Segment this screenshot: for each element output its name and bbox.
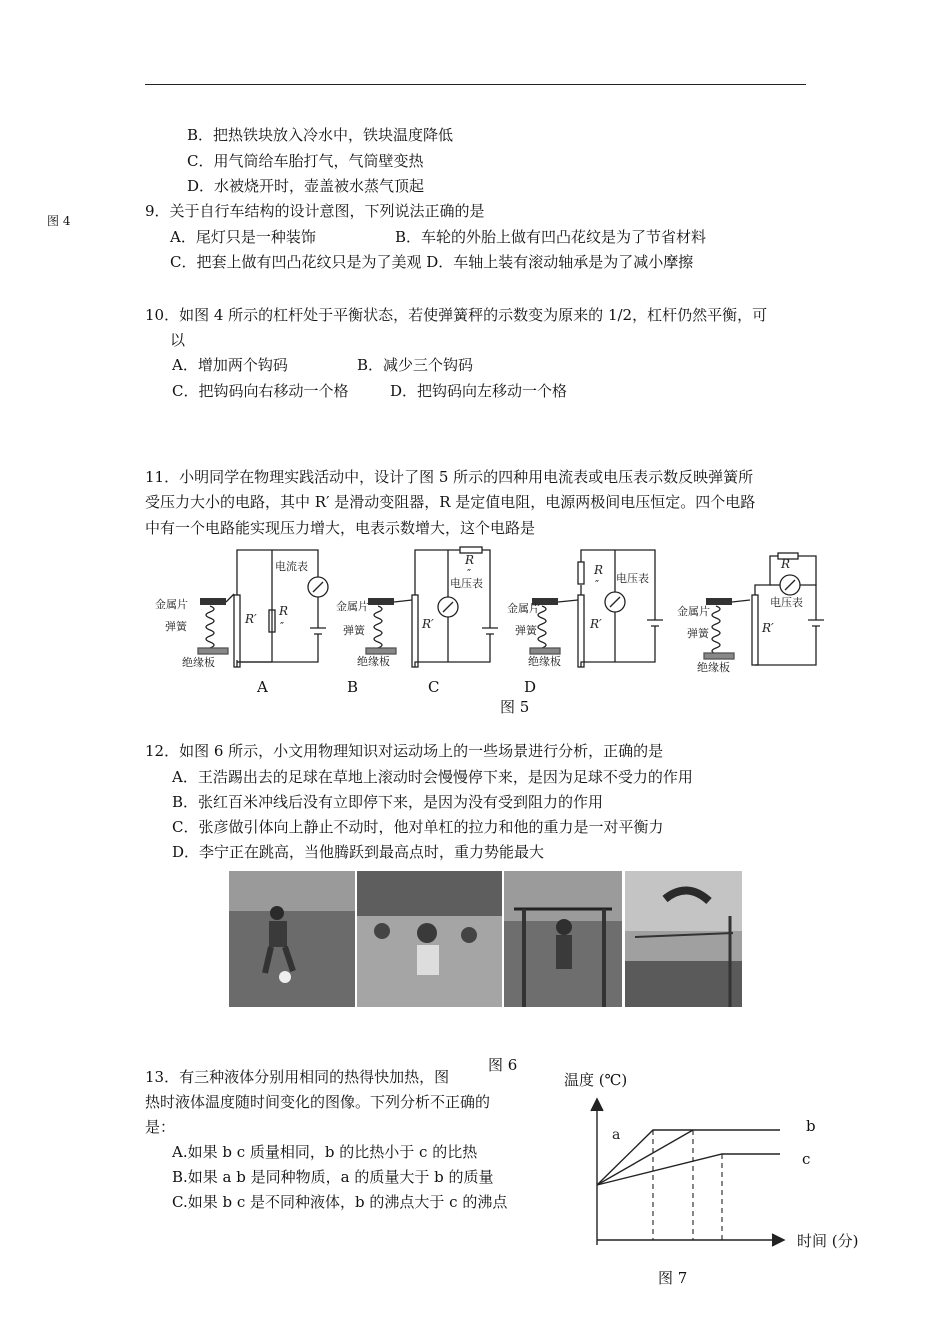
fig7-x-label: 时间 (分) — [797, 1232, 859, 1250]
fig5-d-metal: 金属片 — [677, 605, 710, 618]
fig5-c-spring: 弹簧 — [515, 624, 537, 637]
fig5-b-rdq: ″ — [467, 567, 472, 580]
fig5-a-rprime: R′ — [245, 612, 257, 626]
fig5-c-rprime: R′ — [590, 617, 602, 631]
fig7-label-c: c — [802, 1150, 811, 1168]
fig5-label-a: A — [257, 678, 268, 696]
fig6-caption: 图 6 — [488, 1056, 518, 1074]
fig5-d-meter: 电压表 — [770, 596, 803, 609]
photo-sprint — [357, 871, 502, 1007]
q8-option-d: D．水被烧开时，壶盖被水蒸气顶起 — [187, 177, 425, 195]
q11-line-2: 受压力大小的电路，其中 R′ 是滑动变阻器，R 是定值电阻，电源两极间电压恒定。四个电路 — [145, 493, 756, 511]
photo-highjump — [625, 871, 742, 1007]
q13-option-a: A.如果 b c 质量相同，b 的比热小于 c 的比热 — [172, 1143, 478, 1161]
q13-option-b: B.如果 a b 是同种物质，a 的质量大于 b 的质量 — [172, 1168, 494, 1186]
q9-option-a: A．尾灯只是一种装饰 — [170, 228, 316, 246]
fig7-label-b: b — [806, 1117, 816, 1135]
q10-option-b: B．减少三个钩码 — [357, 356, 474, 374]
q10-option-a: A．增加两个钩码 — [172, 356, 288, 374]
fig4-label: 图 4 — [47, 214, 71, 228]
fig5-b-r: R — [465, 553, 475, 567]
fig5-circuits — [150, 540, 840, 715]
fig5-b-spring: 弹簧 — [343, 624, 365, 637]
fig5-a-r: R — [279, 604, 289, 618]
fig7-curve-a — [597, 1130, 780, 1185]
q10-stem-1: 10．如图 4 所示的杠杆处于平衡状态，若使弹簧秤的示数变为原来的 1/2，杠杆仍然平衡，可 — [145, 306, 768, 324]
q12-option-d: D．李宁正在跳高，当他腾跃到最高点时，重力势能最大 — [172, 843, 545, 861]
fig5-b-insulator: 绝缘板 — [357, 655, 390, 668]
fig5-d-spring: 弹簧 — [687, 627, 709, 640]
q8-option-b: B．把热铁块放入冷水中，铁块温度降低 — [187, 126, 454, 144]
q12-option-c: C．张彦做引体向上静止不动时，他对单杠的拉力和他的重力是一对平衡力 — [172, 818, 664, 836]
q10-option-c: C．把钩码向右移动一个格 — [172, 382, 349, 400]
fig5-a-meter: 电流表 — [275, 560, 308, 573]
q10-stem-2: 以 — [170, 331, 186, 349]
fig5-d-rprime: R′ — [762, 621, 774, 635]
fig5-c-r: R — [594, 563, 604, 577]
fig5-a-insulator: 绝缘板 — [182, 656, 215, 669]
fig5-caption: 图 5 — [500, 698, 530, 716]
fig5-a-spring: 弹簧 — [165, 620, 187, 633]
photo-pullup — [504, 871, 622, 1007]
q10-option-d: D．把钩码向左移动一个格 — [390, 382, 568, 400]
fig5-a-rdq: ″ — [280, 620, 285, 633]
fig5-c-metal: 金属片 — [507, 602, 540, 615]
fig5-b-metal: 金属片 — [336, 600, 369, 613]
fig5-a-metal: 金属片 — [155, 598, 188, 611]
fig7-label-a: a — [612, 1127, 621, 1143]
q13-line-1: 13．有三种液体分别用相同的热得快加热，图 — [145, 1068, 450, 1086]
q11-line-3: 中有一个电路能实现压力增大，电表示数增大，这个电路是 — [145, 519, 536, 537]
q12-stem: 12．如图 6 所示，小文用物理知识对运动场上的一些场景进行分析，正确的是 — [145, 742, 664, 760]
q12-option-b: B．张红百米冲线后没有立即停下来，是因为没有受到阻力的作用 — [172, 793, 604, 811]
photo-soccer — [229, 871, 355, 1007]
q13-line-2: 热时液体温度随时间变化的图像。下列分析不正确的 — [145, 1093, 491, 1111]
fig5-label-b: B — [347, 678, 359, 696]
fig7-graph — [580, 1095, 790, 1255]
fig5-d-insulator: 绝缘板 — [697, 661, 730, 674]
header-rule — [145, 84, 806, 85]
fig5-c-meter: 电压表 — [616, 572, 649, 585]
fig7-y-arrow — [591, 1099, 603, 1111]
fig5-c-rdq: ″ — [595, 578, 600, 591]
q9-stem: 9．关于自行车结构的设计意图，下列说法正确的是 — [145, 202, 485, 220]
fig5-d-r: R — [781, 557, 791, 571]
q8-option-c: C．用气筒给车胎打气，气筒壁变热 — [187, 152, 424, 170]
q11-line-1: 11．小明同学在物理实践活动中，设计了图 5 所示的四种用电流表或电压表示数反映弹簧所 — [145, 468, 754, 486]
q9-option-cd: C．把套上做有凹凸花纹只是为了美观 D．车轴上装有滚动轴承是为了减小摩擦 — [170, 253, 694, 271]
q13-option-c: C.如果 b c 是不同种液体，b 的沸点大于 c 的沸点 — [172, 1193, 508, 1211]
fig7-y-label: 温度 (℃) — [564, 1071, 628, 1089]
fig7-x-arrow — [772, 1234, 784, 1246]
q13-line-3: 是： — [145, 1118, 176, 1136]
q12-option-a: A．王浩踢出去的足球在草地上滚动时会慢慢停下来，是因为足球不受力的作用 — [172, 768, 693, 786]
fig7-caption: 图 7 — [658, 1269, 688, 1287]
fig5-label-c: C — [428, 678, 440, 696]
fig5-b-meter: 电压表 — [450, 577, 483, 590]
fig5-b-rprime: R′ — [422, 617, 434, 631]
q9-option-b: B．车轮的外胎上做有凹凸花纹是为了节省材料 — [395, 228, 707, 246]
fig5-label-d: D — [524, 678, 537, 696]
fig5-c-insulator: 绝缘板 — [528, 655, 561, 668]
